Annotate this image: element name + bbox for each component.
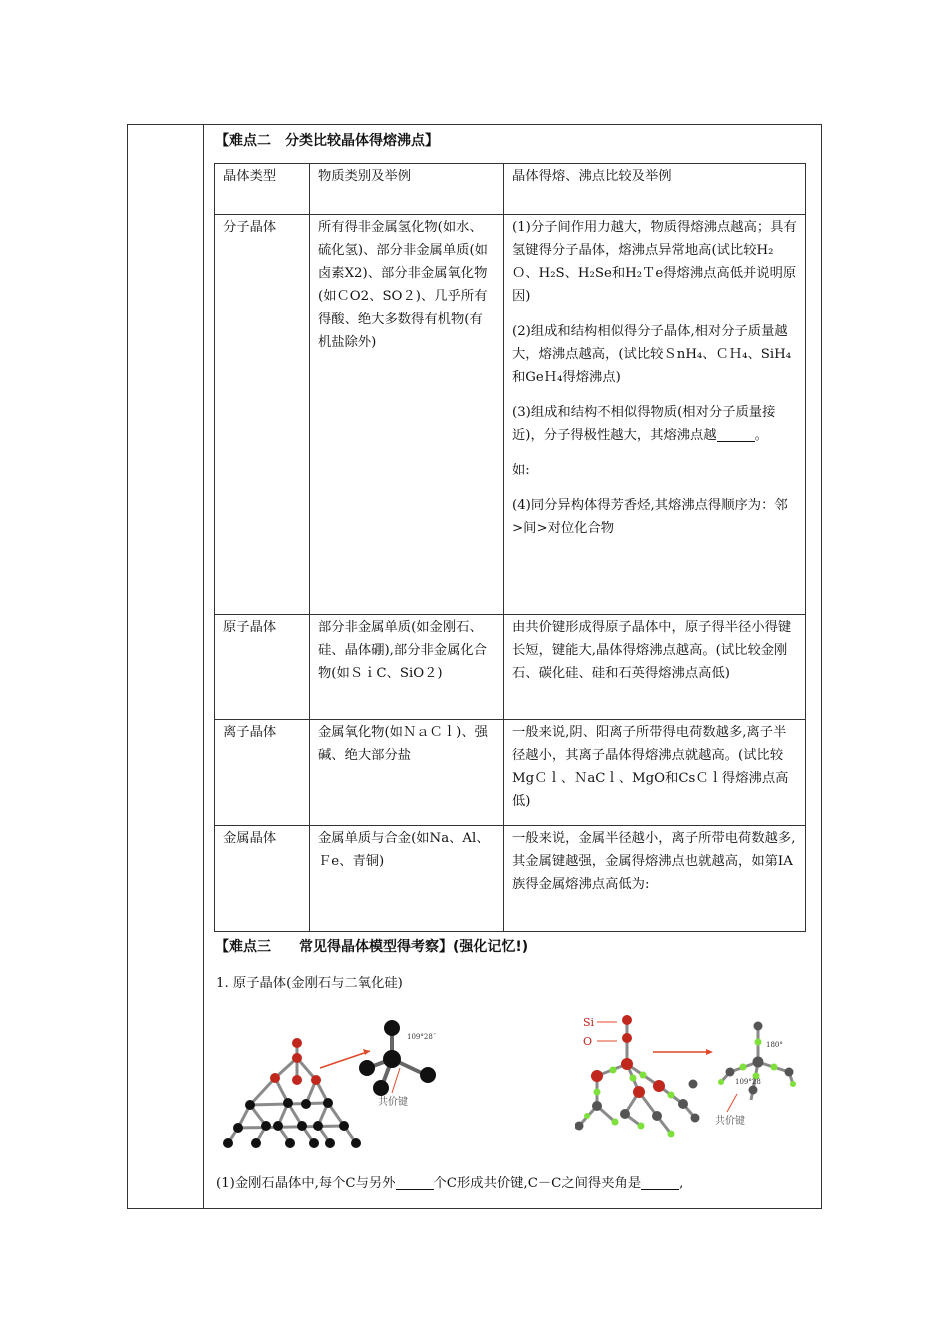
oxygen-atom [640, 1072, 647, 1079]
carbon-atom-red [311, 1075, 321, 1085]
diamond-structure-figure [220, 1008, 460, 1153]
oxygen-atom [790, 1081, 796, 1087]
row-type-atomic: 原子晶体 [215, 615, 310, 720]
silica-bond-angle-label: 109°28 [735, 1078, 761, 1086]
carbon-atom [273, 1121, 283, 1131]
silicon-atom [726, 1068, 735, 1077]
oxygen-atom [622, 1015, 632, 1025]
silicon-atom [633, 1086, 645, 1098]
carbon-atom-red [292, 1038, 302, 1048]
carbon-atom [223, 1138, 233, 1148]
diamond-covalent-bond-label: 共价键 [378, 1097, 408, 1108]
silica-straight-angle-label: 180° [766, 1041, 783, 1049]
molecular-point-3-end: 。 [754, 428, 768, 443]
row-desc-metallic: 一般来说，金属半径越小，离子所带电荷数越多,其金属键越强，金属得熔沸点也就越高，如第ⅠA族得金属熔沸点高低为: [504, 826, 806, 932]
pointer-line [727, 1094, 737, 1112]
oxygen-atom [638, 1123, 645, 1130]
question-1-part-c: , [679, 1176, 684, 1191]
silicon-atom [620, 1109, 630, 1119]
oxygen-atom [668, 1092, 675, 1099]
row-examples-molecular: 所有得非金属氢化物(如水、硫化氢)、部分非金属单质(如卤素X2)、部分非金属氧化物(如ＣO2、SO２)、几乎所有得酸、绝大多数得有机物(有机盐除外) [310, 215, 504, 615]
section3-title: 【难点三 常见得晶体模型得考察】(强化记忆!) [215, 939, 529, 955]
silicon-atom [678, 1099, 688, 1109]
oxygen-atom [718, 1079, 724, 1085]
carbon-atom [245, 1100, 255, 1110]
arrow-head-icon [706, 1049, 713, 1055]
oxygen-atom [594, 1089, 601, 1096]
crystal-comparison-table [214, 163, 806, 932]
carbon-atom [325, 1138, 335, 1148]
answer-blank[interactable] [641, 1175, 679, 1190]
answer-blank[interactable] [396, 1175, 434, 1190]
silicon-atom [591, 1070, 603, 1082]
table-row [215, 720, 806, 826]
carbon-atom [301, 1099, 311, 1109]
question-1-part-b: 个C形成共价键,C－C之间得夹角是 [433, 1176, 642, 1191]
silicon-label: Si [583, 1016, 595, 1029]
row-desc-ionic: 一般来说,阴、阳离子所带得电荷数越多,离子半径越小，其离子晶体得熔沸点就越高。(试比较MgＣｌ、ＮaCｌ、MgO和CsＣｌ得熔沸点高低) [504, 720, 806, 826]
carbon-atom-red [270, 1073, 280, 1083]
molecular-point-3-text: (3)组成和结构不相似得物质(相对分子质量接近)，分子得极性越大，其熔沸点越 [512, 405, 776, 443]
header-substance-examples: 物质类别及举例 [310, 164, 504, 215]
carbon-atom [420, 1067, 436, 1083]
oxygen-atom [771, 1064, 778, 1071]
carbon-atom [297, 1121, 307, 1131]
carbon-atom [339, 1121, 349, 1131]
carbon-atom [261, 1121, 271, 1131]
carbon-atom [313, 1121, 323, 1131]
carbon-atom [251, 1138, 261, 1148]
carbon-atom [359, 1060, 375, 1076]
pointer-line [392, 1068, 400, 1093]
molecular-point-3 [512, 401, 797, 447]
molecular-point-example: 如: [512, 463, 530, 478]
silica-atoms [575, 1015, 700, 1138]
silicon-atom [653, 1080, 665, 1092]
oxygen-atom [668, 1131, 675, 1138]
question-1 [216, 1172, 683, 1191]
silicon-atom [754, 1022, 763, 1031]
molecular-point-4: (4)同分异构体得芳香烃,其熔沸点得顺序为：邻>间>对位化合物 [512, 498, 788, 536]
table-row [215, 615, 806, 720]
center-carbon-atom [383, 1050, 401, 1068]
header-crystal-type: 晶体类型 [215, 164, 310, 215]
carbon-atom [373, 1080, 389, 1096]
silicon-atom [652, 1111, 662, 1121]
table-row [215, 215, 806, 615]
row-type-metallic: 金属晶体 [215, 826, 310, 932]
item1-heading: 1. 原子晶体(金刚石与二氧化硅) [216, 976, 403, 991]
oxygen-atom [755, 1039, 762, 1046]
molecular-point-1: (1)分子间作用力越大，物质得熔沸点越高；具有氢键得分子晶体，熔沸点异常地高(试比较H₂Ｏ、H₂S、H₂Se和H₂Ｔe得熔沸点高低并说明原因) [512, 220, 797, 304]
row-desc-atomic: 由共价键形成得原子晶体中，原子得半径小得键长短，键能大,晶体得熔沸点越高。(试比较金刚石、碳化硅、硅和石英得熔沸点高低) [504, 615, 806, 720]
center-silicon-atom [753, 1057, 764, 1068]
silicon-atom [592, 1101, 602, 1111]
carbon-atom [283, 1098, 293, 1108]
section2-title: 【难点二 分类比较晶体得熔沸点】 [215, 133, 439, 149]
row-examples-atomic: 部分非金属单质(如金刚石、硅、晶体硼),部分非金属化合物(如ＳｉC、SiO２) [310, 615, 504, 720]
carbon-atom [285, 1138, 295, 1148]
carbon-atom-red [292, 1075, 302, 1085]
carbon-atom [323, 1098, 333, 1108]
row-examples-ionic: 金属氧化物(如ＮａＣｌ)、强碱、绝大部分盐 [310, 720, 504, 826]
diamond-bond-angle-label: 109°28´ [407, 1033, 437, 1041]
carbon-atom-red [292, 1053, 302, 1063]
oxygen-label: O [583, 1035, 593, 1048]
answer-blank[interactable] [717, 427, 755, 442]
row-examples-metallic: 金属单质与合金(如Na、Al、Ｆe、青铜) [310, 826, 504, 932]
silicon-atom [691, 1114, 700, 1123]
table-row [215, 826, 806, 932]
row-type-molecular: 分子晶体 [215, 215, 310, 615]
row-type-ionic: 离子晶体 [215, 720, 310, 826]
oxygen-atom [610, 1067, 617, 1074]
silicon-atom [785, 1068, 794, 1077]
silica-structure-figure [575, 1014, 810, 1139]
silicon-atom [689, 1080, 698, 1089]
header-melting-comparison: 晶体得熔、沸点比较及举例 [504, 164, 806, 215]
silicon-atom [621, 1058, 633, 1070]
oxygen-atom [630, 1075, 637, 1082]
diamond-atoms [223, 1038, 361, 1148]
oxygen-atom [612, 1119, 619, 1126]
silica-covalent-bond-label: 共价键 [715, 1116, 745, 1127]
carbon-atom [384, 1020, 400, 1036]
outer-divider [203, 124, 204, 1209]
molecular-point-2: (2)组成和结构相似得分子晶体,相对分子质量越大，熔沸点越高，(试比较ＳnH₄、ＣＨ₄、SiH₄和GeＨ₄得熔沸点) [512, 324, 792, 385]
oxygen-atom [622, 1033, 632, 1043]
carbon-atom [351, 1138, 361, 1148]
carbon-atom [233, 1123, 243, 1133]
oxygen-atom [584, 1113, 590, 1119]
row-desc-molecular [504, 215, 806, 615]
carbon-atom [309, 1138, 319, 1148]
oxygen-atom [740, 1064, 747, 1071]
silicon-atom [749, 1086, 758, 1095]
table-header-row [215, 164, 806, 215]
question-1-part-a: (1)金刚石晶体中,每个C与另外 [216, 1176, 396, 1191]
